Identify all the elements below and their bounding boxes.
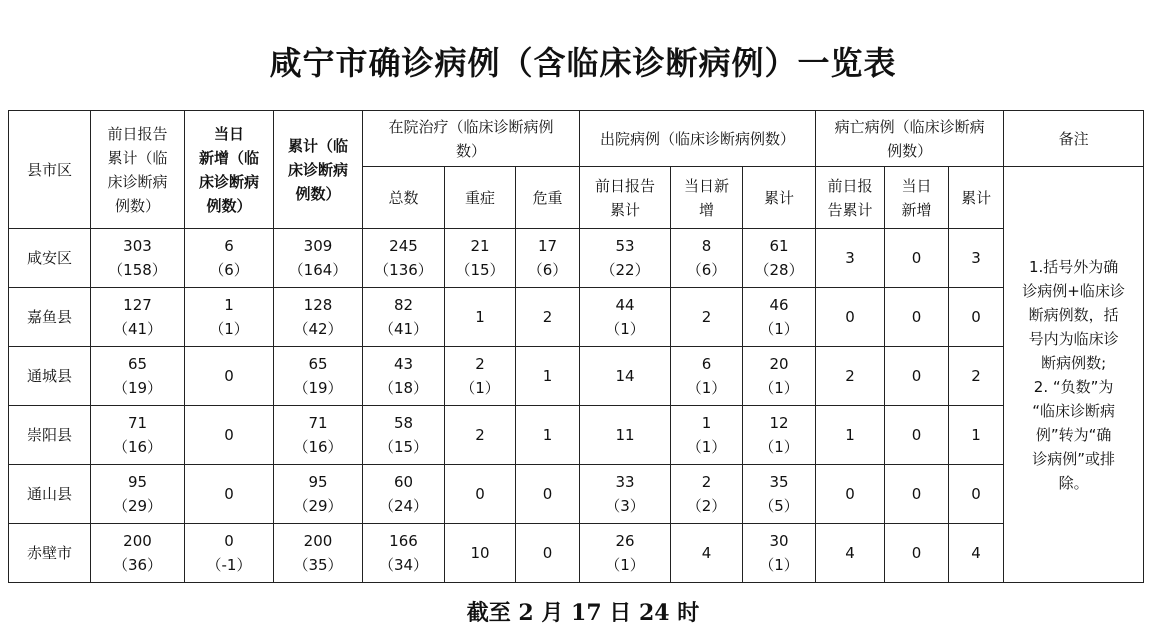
prev-total-cell: 200 （36）	[91, 524, 185, 583]
discharged-prev-cell: 11	[580, 406, 671, 465]
death-cum-cell: 4	[949, 524, 1004, 583]
discharged-new-cell: 2 （2）	[671, 465, 743, 524]
county-name: 崇阳县	[9, 406, 91, 465]
new-today-cell: 1 （1）	[185, 288, 274, 347]
death-new-cell: 0	[885, 229, 949, 288]
discharged-prev-cell: 44 （1）	[580, 288, 671, 347]
header-death-prev: 前日报 告累计	[816, 167, 885, 229]
prev-total-cell: 65 （19）	[91, 347, 185, 406]
header-death-new: 当日 新增	[885, 167, 949, 229]
cumulative-cell: 200 （35）	[274, 524, 363, 583]
discharged-cum-cell: 20 （1）	[743, 347, 816, 406]
death-cum-cell: 2	[949, 347, 1004, 406]
hospital-total-cell: 245 （136）	[363, 229, 445, 288]
new-today-cell: 0	[185, 347, 274, 406]
hospital-total-cell: 58 （15）	[363, 406, 445, 465]
prev-total-cell: 127 （41）	[91, 288, 185, 347]
new-today-cell: 0	[185, 465, 274, 524]
death-cum-cell: 3	[949, 229, 1004, 288]
county-name: 咸安区	[9, 229, 91, 288]
header-hospital-severe: 重症	[445, 167, 516, 229]
county-name: 通山县	[9, 465, 91, 524]
death-new-cell: 0	[885, 465, 949, 524]
header-discharged-cum: 累计	[743, 167, 816, 229]
death-cum-cell: 1	[949, 406, 1004, 465]
discharged-prev-cell: 14	[580, 347, 671, 406]
new-today-cell: 0	[185, 406, 274, 465]
hospital-total-cell: 166 （34）	[363, 524, 445, 583]
new-today-cell: 6 （6）	[185, 229, 274, 288]
header-prev-total: 前日报告 累计（临 床诊断病 例数）	[91, 111, 185, 229]
discharged-cum-cell: 35 （5）	[743, 465, 816, 524]
hospital-total-cell: 43 （18）	[363, 347, 445, 406]
header-death-group: 病亡病例（临床诊断病 例数）	[816, 111, 1004, 167]
discharged-cum-cell: 46 （1）	[743, 288, 816, 347]
header-notes: 备注	[1004, 111, 1144, 167]
discharged-new-cell: 4	[671, 524, 743, 583]
discharged-new-cell: 2	[671, 288, 743, 347]
death-new-cell: 0	[885, 288, 949, 347]
hospital-total-cell: 82 （41）	[363, 288, 445, 347]
header-hospital-group: 在院治疗（临床诊断病例 数）	[363, 111, 580, 167]
discharged-prev-cell: 53 （22）	[580, 229, 671, 288]
death-cum-cell: 0	[949, 288, 1004, 347]
prev-total-cell: 71 （16）	[91, 406, 185, 465]
severe-cell: 2 （1）	[445, 347, 516, 406]
discharged-new-cell: 6 （1）	[671, 347, 743, 406]
table-row	[9, 229, 1144, 288]
header-discharged-group: 出院病例（临床诊断病例数）	[580, 111, 816, 167]
severe-cell: 21 （15）	[445, 229, 516, 288]
critical-cell: 0	[516, 524, 580, 583]
death-prev-cell: 2	[816, 347, 885, 406]
cumulative-cell: 128 （42）	[274, 288, 363, 347]
table-row	[9, 288, 1144, 347]
county-name: 通城县	[9, 347, 91, 406]
death-cum-cell: 0	[949, 465, 1004, 524]
header-death-cum: 累计	[949, 167, 1004, 229]
severe-cell: 10	[445, 524, 516, 583]
death-new-cell: 0	[885, 406, 949, 465]
header-county: 县市区	[9, 111, 91, 229]
county-name: 嘉鱼县	[9, 288, 91, 347]
cumulative-cell: 65 （19）	[274, 347, 363, 406]
new-today-cell: 0 （-1）	[185, 524, 274, 583]
header-hospital-critical: 危重	[516, 167, 580, 229]
page-title: 咸宁市确诊病例（含临床诊断病例）一览表	[269, 44, 897, 82]
discharged-prev-cell: 33 （3）	[580, 465, 671, 524]
discharged-cum-cell: 12 （1）	[743, 406, 816, 465]
severe-cell: 2	[445, 406, 516, 465]
header-hospital-total: 总数	[363, 167, 445, 229]
death-prev-cell: 4	[816, 524, 885, 583]
severe-cell: 0	[445, 465, 516, 524]
prev-total-cell: 95 （29）	[91, 465, 185, 524]
header-discharged-prev: 前日报告 累计	[580, 167, 671, 229]
notes-cell: 1.括号外为确 诊病例+临床诊 断病例数，括 号内为临床诊 断病例数; 2. “负数”为 “临床诊断病 例”转为“确 诊病例”或排 除。	[1004, 167, 1144, 583]
discharged-cum-cell: 30 （1）	[743, 524, 816, 583]
header-new-today: 当日 新增（临 床诊断病 例数）	[185, 111, 274, 229]
cumulative-cell: 95 （29）	[274, 465, 363, 524]
death-prev-cell: 3	[816, 229, 885, 288]
discharged-new-cell: 8 （6）	[671, 229, 743, 288]
cumulative-cell: 309 （164）	[274, 229, 363, 288]
cases-table	[8, 110, 1144, 583]
death-new-cell: 0	[885, 347, 949, 406]
table-row	[9, 465, 1144, 524]
header-discharged-new: 当日新 增	[671, 167, 743, 229]
hospital-total-cell: 60 （24）	[363, 465, 445, 524]
death-prev-cell: 1	[816, 406, 885, 465]
discharged-cum-cell: 61 （28）	[743, 229, 816, 288]
table-row	[9, 524, 1144, 583]
cumulative-cell: 71 （16）	[274, 406, 363, 465]
critical-cell: 2	[516, 288, 580, 347]
header-cumulative: 累计（临 床诊断病 例数）	[274, 111, 363, 229]
table-row	[9, 347, 1144, 406]
discharged-new-cell: 1 （1）	[671, 406, 743, 465]
critical-cell: 17 （6）	[516, 229, 580, 288]
death-new-cell: 0	[885, 524, 949, 583]
severe-cell: 1	[445, 288, 516, 347]
critical-cell: 1	[516, 406, 580, 465]
discharged-prev-cell: 26 （1）	[580, 524, 671, 583]
county-name: 赤壁市	[9, 524, 91, 583]
death-prev-cell: 0	[816, 288, 885, 347]
table-row	[9, 406, 1144, 465]
death-prev-cell: 0	[816, 465, 885, 524]
critical-cell: 1	[516, 347, 580, 406]
prev-total-cell: 303 （158）	[91, 229, 185, 288]
footer-date: 截至 2 月 17 日 24 时	[466, 600, 700, 626]
critical-cell: 0	[516, 465, 580, 524]
